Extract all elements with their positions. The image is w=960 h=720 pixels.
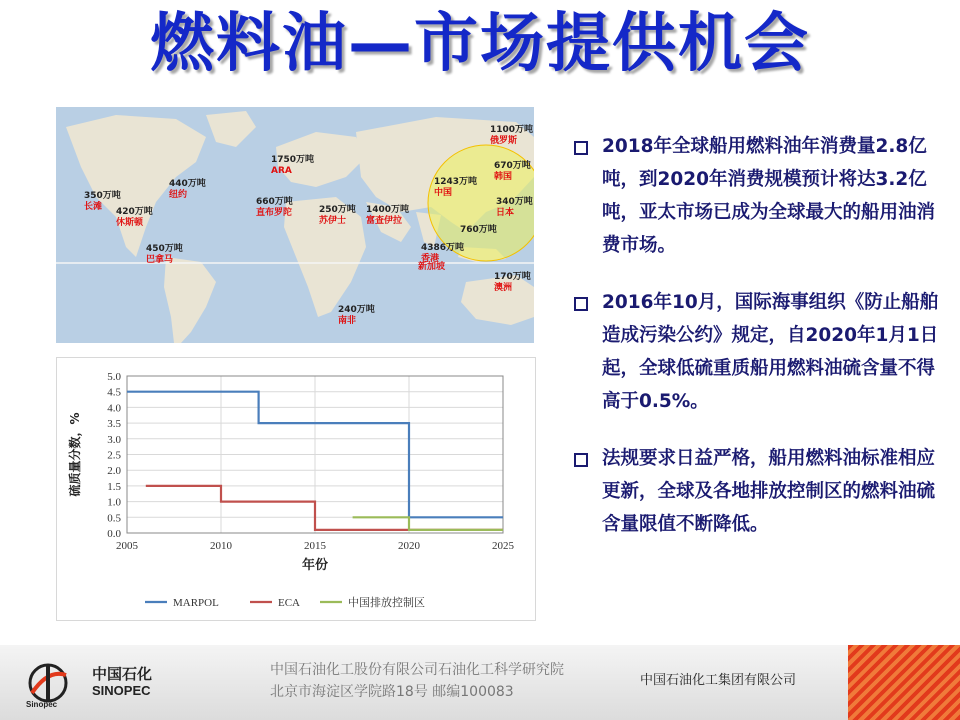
map-port-label — [319, 205, 356, 227]
map-volume-text: 350万吨 — [84, 191, 121, 201]
map-port-name: 休斯顿 — [116, 218, 144, 228]
map-volume-text: 1750万吨 — [271, 155, 315, 165]
map-volume-text: 660万吨 — [256, 197, 293, 207]
footer-decor-block — [848, 645, 960, 720]
legend-label: 中国排放控制区 — [348, 597, 425, 609]
x-axis-label: 年份 — [301, 558, 329, 573]
map-port-label — [116, 207, 153, 229]
y-tick-label: 4.0 — [107, 402, 121, 415]
map-port-name: ARA — [271, 166, 292, 176]
chart-svg — [57, 358, 535, 620]
map-port-name: 香港 — [421, 254, 440, 264]
square-bullet-icon — [574, 297, 588, 311]
map-port-name: 新加坡 — [418, 262, 446, 272]
x-tick-label: 2010 — [210, 540, 232, 552]
map-port-name: 纽约 — [169, 190, 188, 200]
svg-text:Sinopec: Sinopec — [26, 700, 58, 709]
map-port-label — [496, 197, 533, 219]
map-port-name: 巴拿马 — [146, 255, 174, 265]
group-name: 中国石油化工集团有限公司 — [640, 673, 797, 688]
map-volume-text: 420万吨 — [116, 207, 153, 217]
logo-en-text: SINOPEC — [92, 683, 151, 698]
map-port-name: 长滩 — [84, 202, 103, 212]
map-volume-text: 1100万吨 — [490, 125, 534, 135]
map-port-label — [256, 197, 293, 219]
y-tick-label: 3.0 — [107, 433, 121, 446]
bullet-text: 法规要求日益严格，船用燃料油标准相应更新，全球及各地排放控制区的燃料油硫含量限值不断降低。 — [602, 448, 936, 535]
map-volume-text: 250万吨 — [319, 205, 356, 215]
map-volume-text: 4386万吨 — [421, 243, 465, 253]
map-port-label — [460, 225, 497, 236]
map-volume-text: 1400万吨 — [366, 205, 410, 215]
map-port-name: 中国 — [434, 188, 453, 198]
y-tick-label: 1.0 — [107, 496, 121, 509]
map-port-name: 南非 — [338, 316, 357, 326]
x-tick-label: 2020 — [398, 540, 420, 552]
map-port-label — [169, 179, 206, 201]
map-port-name: 直布罗陀 — [256, 208, 293, 218]
y-tick-label: 4.5 — [107, 386, 121, 399]
x-tick-label: 2005 — [116, 540, 138, 552]
y-tick-label: 0.5 — [107, 512, 121, 525]
y-tick-label: 2.0 — [107, 465, 121, 478]
map-port-label — [146, 244, 183, 266]
series-line-ECA — [146, 486, 503, 530]
x-tick-label: 2025 — [492, 540, 514, 552]
footer — [0, 645, 960, 720]
map-port-label — [271, 155, 314, 177]
sinopec-logo-icon — [18, 659, 84, 709]
map-port-name: 富查伊拉 — [366, 216, 403, 226]
bullet-text: 2016年10月，国际海事组织《防止船舶造成污染公约》规定，自2020年1月1日起，全球低硫重质船用燃料油硫含量不得高于0.5%。 — [602, 292, 939, 412]
x-tick-label: 2015 — [304, 540, 326, 552]
map-volume-text: 450万吨 — [146, 244, 183, 254]
y-tick-label: 0.0 — [107, 528, 121, 540]
legend-label: MARPOL — [173, 597, 219, 609]
map-port-name: 苏伊士 — [319, 216, 347, 226]
map-volume-text: 760万吨 — [460, 225, 497, 235]
series-line-中国排放控制区 — [353, 517, 503, 530]
map-volume-text: 340万吨 — [496, 197, 533, 207]
map-port-label — [434, 177, 477, 199]
slide-title: 燃料油—市场提供机会 — [150, 7, 810, 81]
map-volume-text: 240万吨 — [338, 305, 375, 315]
bullet-text: 2018年全球船用燃料油年消费量2.8亿吨，到2020年消费规模预计将达3.2亿吨，亚太市场已成为全球最大的船用油消费市场。 — [602, 136, 936, 256]
bullet-item — [570, 442, 950, 541]
map-port-label — [418, 262, 445, 273]
map-port-label — [490, 125, 533, 147]
map-volume-text: 1243万吨 — [434, 177, 478, 187]
sulfur-limit-chart — [56, 357, 536, 621]
logo-cn-text: 中国石化 — [92, 665, 153, 683]
map-port-label — [494, 272, 531, 294]
y-tick-label: 5.0 — [107, 371, 121, 383]
map-port-label — [366, 205, 409, 227]
institute-address: 北京市海淀区学院路18号 邮编100083 — [270, 684, 514, 700]
map-port-label — [494, 161, 531, 183]
institute-name: 中国石油化工股份有限公司石油化工科学研究院 — [270, 662, 564, 678]
map-port-name: 俄罗斯 — [490, 136, 518, 146]
map-port-name: 日本 — [496, 208, 515, 218]
map-port-label — [338, 305, 375, 327]
square-bullet-icon — [574, 453, 588, 467]
map-volume-text: 670万吨 — [494, 161, 531, 171]
y-tick-label: 3.5 — [107, 418, 121, 431]
map-port-name: 澳洲 — [494, 283, 513, 293]
world-map — [56, 107, 534, 343]
bullet-list — [570, 130, 950, 565]
map-volume-text: 170万吨 — [494, 272, 531, 282]
square-bullet-icon — [574, 141, 588, 155]
map-port-name: 韩国 — [494, 172, 513, 182]
bullet-item — [570, 286, 950, 418]
y-tick-label: 1.5 — [107, 480, 121, 493]
y-tick-label: 2.5 — [107, 449, 121, 462]
y-axis-label: 硫质量分数，% — [68, 412, 82, 497]
bullet-item — [570, 130, 950, 262]
map-volume-text: 440万吨 — [169, 179, 206, 189]
legend-label: ECA — [278, 597, 300, 609]
